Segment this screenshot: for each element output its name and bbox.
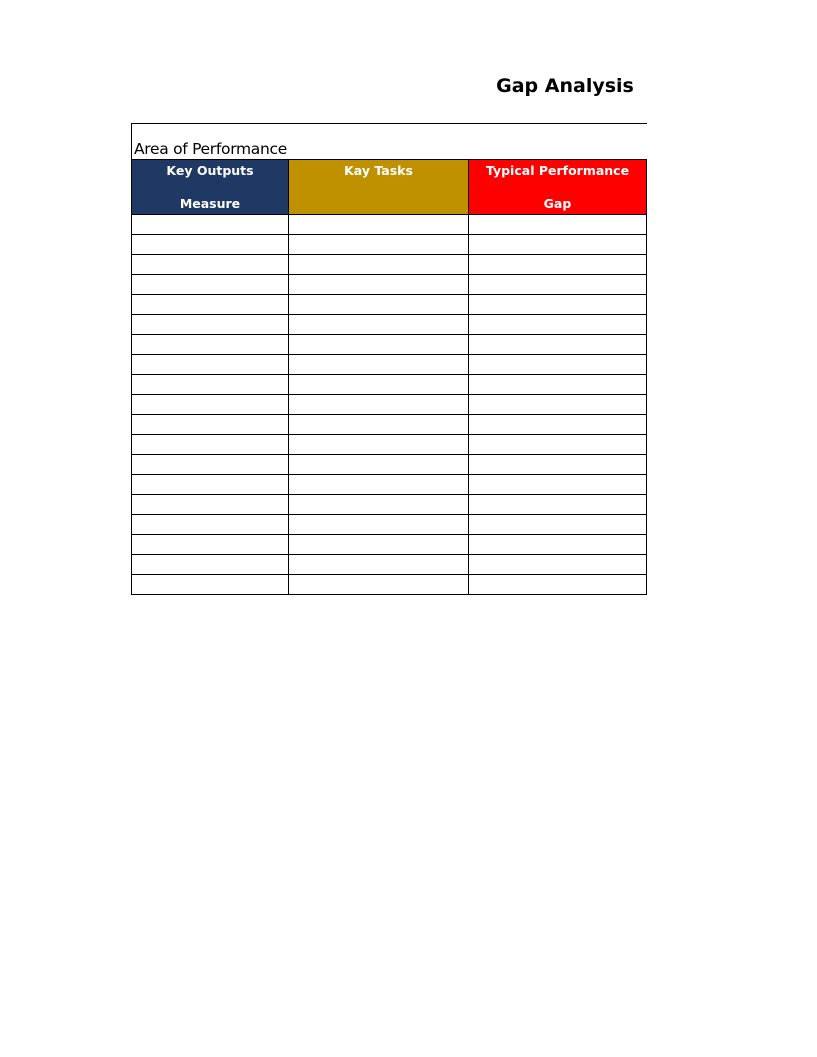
table-row xyxy=(132,415,647,435)
table-cell[interactable] xyxy=(289,395,469,415)
header-line: Key Outputs xyxy=(166,163,254,178)
table-cell[interactable] xyxy=(289,455,469,475)
table-cell[interactable] xyxy=(469,315,647,335)
table-cell[interactable] xyxy=(289,375,469,395)
table-cell[interactable] xyxy=(469,375,647,395)
table-cell[interactable] xyxy=(132,495,289,515)
table-cell[interactable] xyxy=(469,235,647,255)
table-cell[interactable] xyxy=(469,435,647,455)
header-typical-performance-gap xyxy=(469,160,647,215)
table-cell[interactable] xyxy=(289,415,469,435)
table-cell[interactable] xyxy=(289,315,469,335)
table-cell[interactable] xyxy=(469,415,647,435)
table-cell[interactable] xyxy=(132,575,289,595)
header-line: Typical Performance xyxy=(485,163,630,178)
header-line: Gap xyxy=(543,196,572,211)
table-row xyxy=(132,355,647,375)
table-cell[interactable] xyxy=(132,435,289,455)
table-cell[interactable] xyxy=(132,295,289,315)
table-cell[interactable] xyxy=(289,435,469,455)
table-cell[interactable] xyxy=(132,355,289,375)
table-cell[interactable] xyxy=(289,575,469,595)
table-cell[interactable] xyxy=(469,475,647,495)
table-cell[interactable] xyxy=(469,335,647,355)
table-cell[interactable] xyxy=(469,215,647,235)
table-cell[interactable] xyxy=(132,475,289,495)
table-cell[interactable] xyxy=(289,215,469,235)
table-cell[interactable] xyxy=(132,415,289,435)
table-cell[interactable] xyxy=(289,535,469,555)
table-cell[interactable] xyxy=(469,395,647,415)
table-cell[interactable] xyxy=(289,335,469,355)
table-row xyxy=(132,435,647,455)
table-cell[interactable] xyxy=(132,535,289,555)
table-row xyxy=(132,575,647,595)
table-cell[interactable] xyxy=(132,215,289,235)
table-cell[interactable] xyxy=(469,535,647,555)
table-cell[interactable] xyxy=(289,235,469,255)
table-cell[interactable] xyxy=(132,515,289,535)
table-row xyxy=(132,335,647,355)
table-cell[interactable] xyxy=(132,275,289,295)
table-cell[interactable] xyxy=(132,335,289,355)
header-kay-tasks xyxy=(289,160,469,215)
header-key-outputs-measure xyxy=(132,160,289,215)
table-row xyxy=(132,375,647,395)
table-cell[interactable] xyxy=(289,555,469,575)
table-cell[interactable] xyxy=(469,295,647,315)
table-row xyxy=(132,275,647,295)
table-cell[interactable] xyxy=(289,255,469,275)
table-cell[interactable] xyxy=(469,515,647,535)
table-row xyxy=(132,455,647,475)
header-line: Kay Tasks xyxy=(344,163,413,178)
gap-analysis-table xyxy=(131,159,647,595)
table-cell[interactable] xyxy=(289,275,469,295)
table-cell[interactable] xyxy=(289,475,469,495)
page-title: Gap Analysis xyxy=(496,75,634,97)
table-row xyxy=(132,495,647,515)
table-cell[interactable] xyxy=(132,455,289,475)
area-of-performance-row xyxy=(131,123,647,159)
table-cell[interactable] xyxy=(469,355,647,375)
table-cell[interactable] xyxy=(132,315,289,335)
table-cell[interactable] xyxy=(469,275,647,295)
table-cell[interactable] xyxy=(132,255,289,275)
table-cell[interactable] xyxy=(469,455,647,475)
table-cell[interactable] xyxy=(469,495,647,515)
header-row xyxy=(132,160,647,215)
table-row xyxy=(132,475,647,495)
table-cell[interactable] xyxy=(289,515,469,535)
table-cell[interactable] xyxy=(289,355,469,375)
table-row xyxy=(132,295,647,315)
table-row xyxy=(132,555,647,575)
table-cell[interactable] xyxy=(289,295,469,315)
table-cell[interactable] xyxy=(469,575,647,595)
table-row xyxy=(132,515,647,535)
table-cell[interactable] xyxy=(289,495,469,515)
table-row xyxy=(132,255,647,275)
table-cell[interactable] xyxy=(469,255,647,275)
header-line: Measure xyxy=(179,196,241,211)
table-row xyxy=(132,315,647,335)
table-row xyxy=(132,395,647,415)
table-cell[interactable] xyxy=(132,395,289,415)
table-cell[interactable] xyxy=(132,555,289,575)
area-of-performance-label: Area of Performance xyxy=(134,140,287,158)
table-cell[interactable] xyxy=(132,235,289,255)
table-row xyxy=(132,535,647,555)
table-row xyxy=(132,235,647,255)
table-row xyxy=(132,215,647,235)
table-cell[interactable] xyxy=(132,375,289,395)
table-cell[interactable] xyxy=(469,555,647,575)
